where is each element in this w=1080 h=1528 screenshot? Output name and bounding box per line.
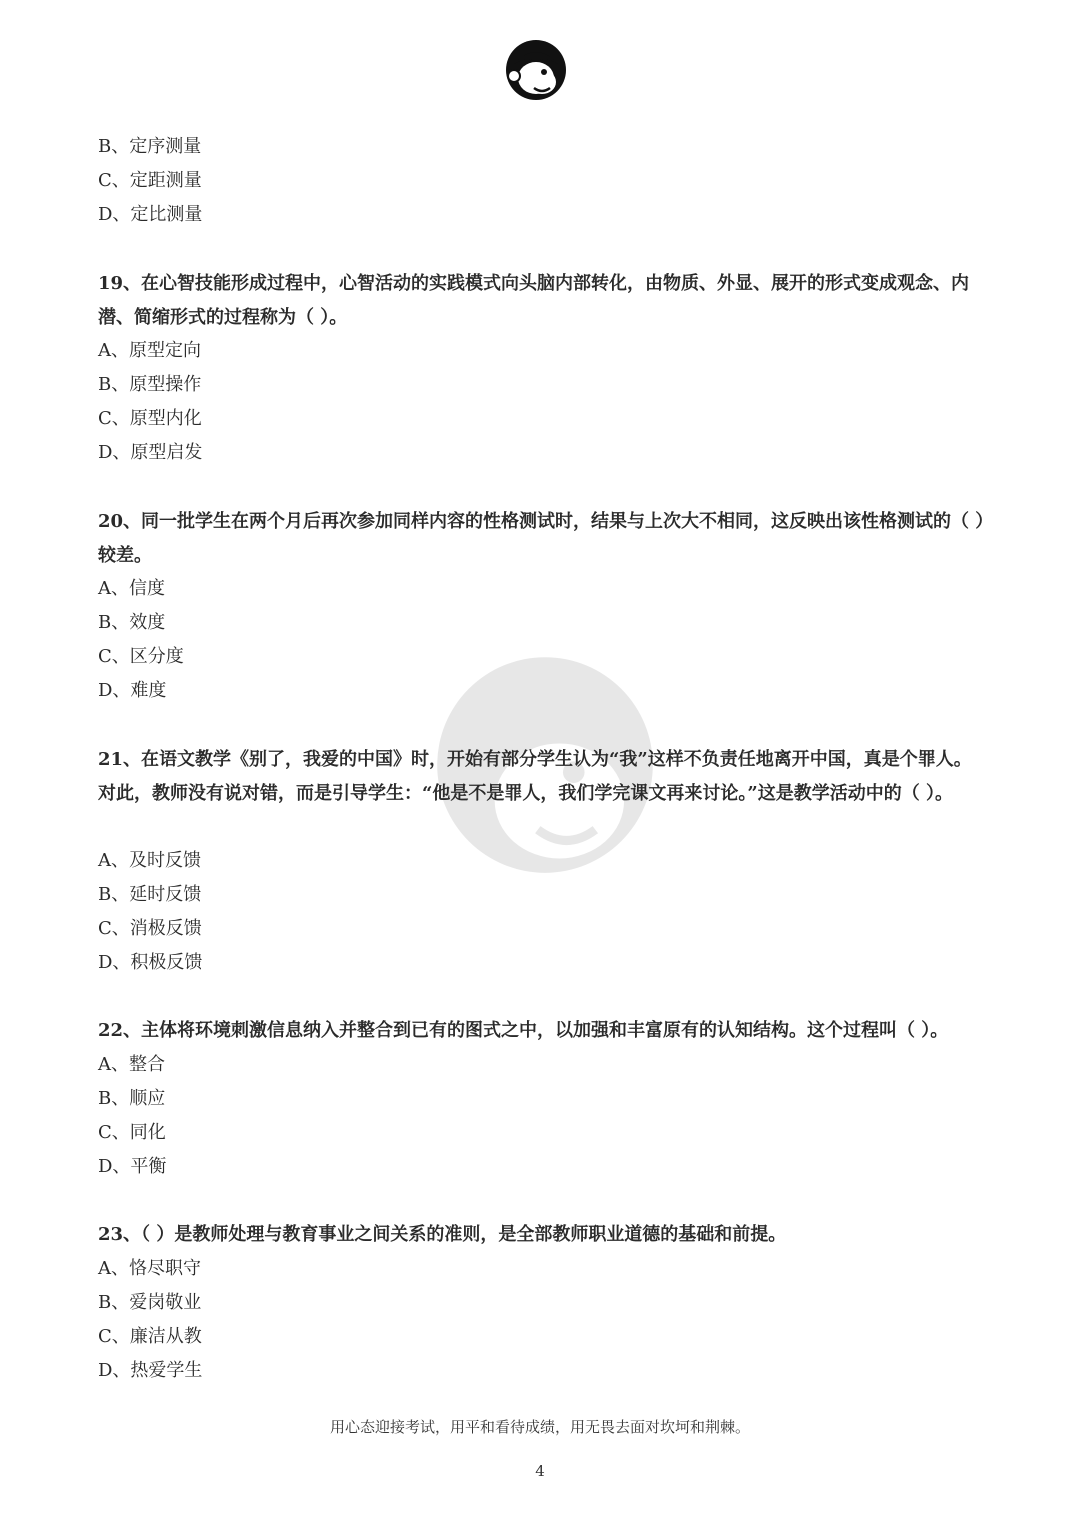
footer-motto: 用心态迎接考试，用平和看待成绩，用无畏去面对坎坷和荆棘。	[329, 1418, 750, 1436]
option-d: D、热爱学生	[98, 1360, 203, 1381]
option-c: C、廉洁从教	[98, 1326, 202, 1347]
option-c: C、消极反馈	[98, 918, 202, 939]
option-c: C、原型内化	[98, 408, 202, 429]
option-b: B、顺应	[98, 1088, 166, 1109]
option-d: D、难度	[98, 680, 167, 701]
option-c: C、区分度	[98, 646, 184, 667]
monkey-logo-icon	[504, 38, 568, 102]
option-b: B、原型操作	[98, 374, 202, 395]
option-a: A、整合	[98, 1054, 165, 1075]
option-a: A、原型定向	[98, 340, 201, 361]
option-c: C、定距测量	[98, 170, 202, 191]
question-22: 22、主体将环境刺激信息纳入并整合到已有的图式之中，以加强和丰富原有的认知结构。这个过程叫（ ）。	[98, 1020, 949, 1041]
option-d: D、积极反馈	[98, 952, 203, 973]
option-a: A、及时反馈	[98, 850, 201, 871]
option-b: B、延时反馈	[98, 884, 202, 905]
option-d: D、平衡	[98, 1156, 167, 1177]
option-b: B、效度	[98, 612, 166, 633]
option-b: B、爱岗敬业	[98, 1292, 202, 1313]
option-b: B、定序测量	[98, 136, 202, 157]
question-20: 20、同一批学生在两个月后再次参加同样内容的性格测试时，结果与上次大不相同，这反映出该性格测试的（ ）较差。	[98, 511, 985, 566]
question-21: 21、在语文教学《别了，我爱的中国》时，开始有部分学生认为“我”这样不负责任地离开中国，真是个罪人。对此，教师没有说对错，而是引导学生：“他是不是罪人，我们学完课文再来讨论。”这是教学活动中的（ ）。	[98, 749, 972, 804]
question-23: 23、（ ）是教师处理与教育事业之间关系的准则，是全部教师职业道德的基础和前提。	[98, 1224, 787, 1245]
option-a: A、恪尽职守	[98, 1258, 201, 1279]
option-d: D、原型启发	[98, 442, 203, 463]
option-a: A、信度	[98, 578, 165, 599]
option-c: C、同化	[98, 1122, 166, 1143]
question-19: 19、在心智技能形成过程中，心智活动的实践模式向头脑内部转化，由物质、外显、展开的形式变成观念、内潜、简缩形式的过程称为（ ）。	[98, 273, 970, 328]
page-number: 4	[535, 1462, 545, 1480]
option-d: D、定比测量	[98, 204, 203, 225]
